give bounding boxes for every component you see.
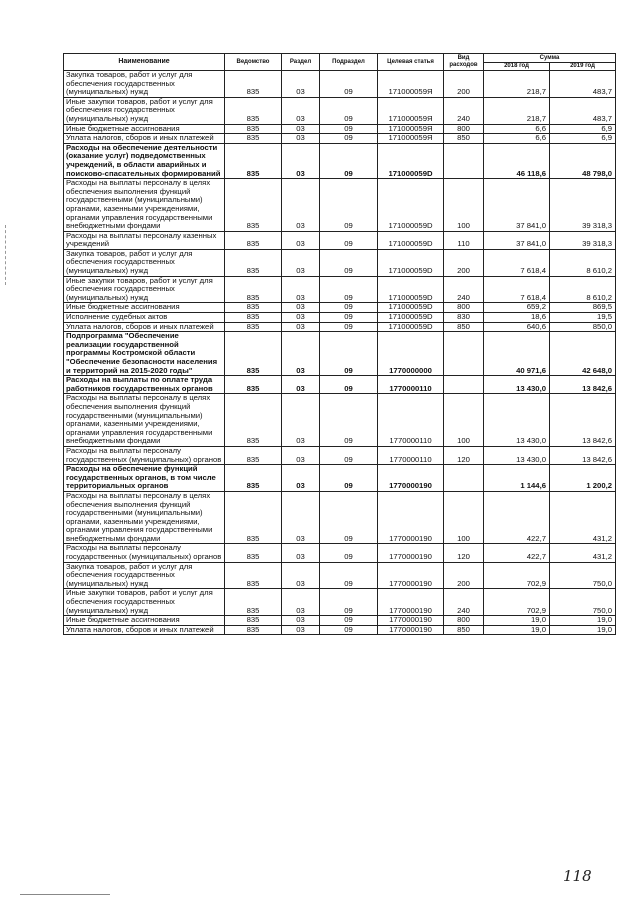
row-target-item-cell: 1770000190 <box>378 616 444 626</box>
row-target-item-cell: 1770000190 <box>378 589 444 616</box>
row-expense-type-cell: 120 <box>444 544 484 562</box>
row-department-cell: 835 <box>225 332 282 376</box>
row-target-item-cell: 171000059D <box>378 249 444 276</box>
row-amount-2018-cell: 19,0 <box>484 625 550 635</box>
row-department-cell: 835 <box>225 71 282 98</box>
row-amount-2019-cell: 19,0 <box>550 616 616 626</box>
row-section-cell: 03 <box>282 562 320 589</box>
row-section-cell: 03 <box>282 589 320 616</box>
table-row <box>64 249 616 276</box>
row-amount-2019-cell: 1 200,2 <box>550 465 616 492</box>
row-expense-type-cell: 100 <box>444 491 484 544</box>
row-name-cell: Иные бюджетные ассигнования <box>64 616 225 626</box>
row-amount-2018-cell: 7 618,4 <box>484 276 550 303</box>
header-section: Раздел <box>282 54 320 71</box>
table-row <box>64 394 616 447</box>
row-target-item-cell: 171000059D <box>378 143 444 178</box>
row-name-cell: Уплата налогов, сборов и иных платежей <box>64 625 225 635</box>
row-subsection-cell: 09 <box>320 394 378 447</box>
row-expense-type-cell <box>444 143 484 178</box>
row-subsection-cell: 09 <box>320 179 378 232</box>
row-name-cell: Закупка товаров, работ и услуг для обеспечения государственных (муниципальных) нужд <box>64 562 225 589</box>
row-amount-2018-cell: 46 118,6 <box>484 143 550 178</box>
row-subsection-cell: 09 <box>320 616 378 626</box>
header-target-item: Целевая статья <box>378 54 444 71</box>
row-subsection-cell: 09 <box>320 313 378 323</box>
row-amount-2018-cell: 6,6 <box>484 134 550 144</box>
row-department-cell: 835 <box>225 134 282 144</box>
row-section-cell: 03 <box>282 71 320 98</box>
row-subsection-cell: 09 <box>320 376 378 394</box>
row-target-item-cell: 1770000190 <box>378 562 444 589</box>
row-name-cell: Иные бюджетные ассигнования <box>64 124 225 134</box>
row-subsection-cell: 09 <box>320 303 378 313</box>
header-year-2019: 2019 год <box>550 63 616 71</box>
row-department-cell: 835 <box>225 124 282 134</box>
table-row <box>64 589 616 616</box>
table-body <box>64 71 616 635</box>
row-department-cell: 835 <box>225 143 282 178</box>
row-amount-2019-cell: 6,9 <box>550 124 616 134</box>
table-row <box>64 276 616 303</box>
row-amount-2019-cell: 483,7 <box>550 97 616 124</box>
row-amount-2018-cell: 422,7 <box>484 544 550 562</box>
table-row <box>64 616 616 626</box>
row-section-cell: 03 <box>282 303 320 313</box>
row-target-item-cell: 171000059D <box>378 303 444 313</box>
row-name-cell: Расходы на выплаты персоналу государственных (муниципальных) органов <box>64 544 225 562</box>
row-name-cell: Иные закупки товаров, работ и услуг для обеспечения государственных (муниципальных) нужд <box>64 97 225 124</box>
table-row <box>64 134 616 144</box>
row-target-item-cell: 171000059D <box>378 313 444 323</box>
row-section-cell: 03 <box>282 544 320 562</box>
row-name-cell: Расходы на обеспечение функций государственных органов, в том числе территориальных органов <box>64 465 225 492</box>
row-amount-2019-cell: 19,0 <box>550 625 616 635</box>
row-section-cell: 03 <box>282 249 320 276</box>
row-department-cell: 835 <box>225 544 282 562</box>
row-subsection-cell: 09 <box>320 231 378 249</box>
row-subsection-cell: 09 <box>320 562 378 589</box>
header-year-2018: 2018 год <box>484 63 550 71</box>
row-expense-type-cell <box>444 376 484 394</box>
row-section-cell: 03 <box>282 313 320 323</box>
row-name-cell: Исполнение судебных актов <box>64 313 225 323</box>
row-amount-2019-cell: 13 842,6 <box>550 394 616 447</box>
row-amount-2019-cell: 431,2 <box>550 491 616 544</box>
row-name-cell: Уплата налогов, сборов и иных платежей <box>64 134 225 144</box>
budget-table <box>63 53 616 635</box>
table-row <box>64 179 616 232</box>
row-subsection-cell: 09 <box>320 544 378 562</box>
row-subsection-cell: 09 <box>320 625 378 635</box>
row-name-cell: Закупка товаров, работ и услуг для обеспечения государственных (муниципальных) нужд <box>64 71 225 98</box>
row-amount-2018-cell: 19,0 <box>484 616 550 626</box>
row-expense-type-cell: 850 <box>444 134 484 144</box>
row-amount-2018-cell: 640,6 <box>484 322 550 332</box>
row-section-cell: 03 <box>282 143 320 178</box>
row-department-cell: 835 <box>225 249 282 276</box>
row-section-cell: 03 <box>282 491 320 544</box>
row-target-item-cell: 171000059Я <box>378 124 444 134</box>
row-section-cell: 03 <box>282 124 320 134</box>
row-target-item-cell: 171000059Я <box>378 134 444 144</box>
row-department-cell: 835 <box>225 303 282 313</box>
row-amount-2018-cell: 702,9 <box>484 562 550 589</box>
table-row <box>64 97 616 124</box>
row-expense-type-cell: 240 <box>444 589 484 616</box>
row-name-cell: Уплата налогов, сборов и иных платежей <box>64 322 225 332</box>
row-section-cell: 03 <box>282 322 320 332</box>
row-amount-2019-cell: 39 318,3 <box>550 231 616 249</box>
row-amount-2019-cell: 431,2 <box>550 544 616 562</box>
row-expense-type-cell: 800 <box>444 616 484 626</box>
row-amount-2019-cell: 13 842,6 <box>550 376 616 394</box>
row-target-item-cell: 1770000190 <box>378 625 444 635</box>
row-target-item-cell: 1770000190 <box>378 465 444 492</box>
row-subsection-cell: 09 <box>320 465 378 492</box>
row-subsection-cell: 09 <box>320 491 378 544</box>
row-name-cell: Иные закупки товаров, работ и услуг для обеспечения государственных (муниципальных) нужд <box>64 276 225 303</box>
row-amount-2019-cell: 8 610,2 <box>550 249 616 276</box>
row-expense-type-cell: 850 <box>444 322 484 332</box>
table-row <box>64 376 616 394</box>
row-amount-2019-cell: 39 318,3 <box>550 179 616 232</box>
row-section-cell: 03 <box>282 231 320 249</box>
row-expense-type-cell: 240 <box>444 97 484 124</box>
row-department-cell: 835 <box>225 179 282 232</box>
row-department-cell: 835 <box>225 231 282 249</box>
row-target-item-cell: 1770000190 <box>378 491 444 544</box>
table-row <box>64 303 616 313</box>
row-amount-2018-cell: 13 430,0 <box>484 394 550 447</box>
row-department-cell: 835 <box>225 625 282 635</box>
row-department-cell: 835 <box>225 322 282 332</box>
row-section-cell: 03 <box>282 97 320 124</box>
row-expense-type-cell <box>444 465 484 492</box>
row-department-cell: 835 <box>225 562 282 589</box>
row-subsection-cell: 09 <box>320 276 378 303</box>
row-target-item-cell: 1770000110 <box>378 376 444 394</box>
row-name-cell: Расходы на выплаты персоналу в целях обеспечения выполнения функций государственными (муниципальными) органами, казенными учреждениями, органами управления государственными внебюджетными фондами <box>64 394 225 447</box>
row-department-cell: 835 <box>225 376 282 394</box>
row-section-cell: 03 <box>282 332 320 376</box>
row-section-cell: 03 <box>282 394 320 447</box>
row-amount-2018-cell: 218,7 <box>484 97 550 124</box>
header-subsection: Подраздел <box>320 54 378 71</box>
row-target-item-cell: 1770000110 <box>378 394 444 447</box>
table-row <box>64 491 616 544</box>
row-amount-2018-cell: 7 618,4 <box>484 249 550 276</box>
table-row <box>64 465 616 492</box>
row-amount-2018-cell: 37 841,0 <box>484 179 550 232</box>
row-target-item-cell: 171000059Я <box>378 71 444 98</box>
row-subsection-cell: 09 <box>320 143 378 178</box>
row-target-item-cell: 171000059D <box>378 231 444 249</box>
row-subsection-cell: 09 <box>320 589 378 616</box>
row-department-cell: 835 <box>225 616 282 626</box>
row-expense-type-cell <box>444 332 484 376</box>
row-amount-2018-cell: 37 841,0 <box>484 231 550 249</box>
row-amount-2019-cell: 8 610,2 <box>550 276 616 303</box>
row-name-cell: Расходы на выплаты персоналу в целях обеспечения выполнения функций государственными (муниципальными) органами, казенными учреждениями, органами управления государственными внебюджетными фондами <box>64 491 225 544</box>
row-expense-type-cell: 200 <box>444 71 484 98</box>
row-amount-2018-cell: 702,9 <box>484 589 550 616</box>
row-department-cell: 835 <box>225 446 282 464</box>
row-amount-2019-cell: 750,0 <box>550 589 616 616</box>
row-name-cell: Иные бюджетные ассигнования <box>64 303 225 313</box>
row-name-cell: Расходы на выплаты по оплате труда работников государственных органов <box>64 376 225 394</box>
row-department-cell: 835 <box>225 97 282 124</box>
table-row <box>64 124 616 134</box>
table-row <box>64 625 616 635</box>
row-subsection-cell: 09 <box>320 71 378 98</box>
row-amount-2018-cell: 40 971,6 <box>484 332 550 376</box>
row-subsection-cell: 09 <box>320 134 378 144</box>
row-subsection-cell: 09 <box>320 249 378 276</box>
row-expense-type-cell: 850 <box>444 625 484 635</box>
row-department-cell: 835 <box>225 589 282 616</box>
row-section-cell: 03 <box>282 446 320 464</box>
row-amount-2019-cell: 850,0 <box>550 322 616 332</box>
footer-rule <box>20 894 110 895</box>
table-row <box>64 322 616 332</box>
row-amount-2019-cell: 483,7 <box>550 71 616 98</box>
table-row <box>64 231 616 249</box>
row-expense-type-cell: 800 <box>444 303 484 313</box>
row-section-cell: 03 <box>282 465 320 492</box>
row-section-cell: 03 <box>282 376 320 394</box>
row-target-item-cell: 171000059D <box>378 322 444 332</box>
row-target-item-cell: 1770000110 <box>378 446 444 464</box>
row-expense-type-cell: 240 <box>444 276 484 303</box>
row-section-cell: 03 <box>282 179 320 232</box>
row-subsection-cell: 09 <box>320 322 378 332</box>
row-department-cell: 835 <box>225 276 282 303</box>
row-subsection-cell: 09 <box>320 97 378 124</box>
row-department-cell: 835 <box>225 313 282 323</box>
row-amount-2019-cell: 869,5 <box>550 303 616 313</box>
row-target-item-cell: 1770000000 <box>378 332 444 376</box>
row-name-cell: Расходы на выплаты персоналу в целях обеспечения выполнения функций государственными (муниципальными) органами, казенными учреждениями, органами управления государственными внебюджетными фондами <box>64 179 225 232</box>
row-target-item-cell: 171000059D <box>378 276 444 303</box>
row-name-cell: Расходы на выплаты персоналу государственных (муниципальных) органов <box>64 446 225 464</box>
row-amount-2019-cell: 6,9 <box>550 134 616 144</box>
row-expense-type-cell: 830 <box>444 313 484 323</box>
row-amount-2018-cell: 659,2 <box>484 303 550 313</box>
row-amount-2019-cell: 48 798,0 <box>550 143 616 178</box>
header-sum: Сумма <box>484 54 616 63</box>
row-target-item-cell: 171000059D <box>378 179 444 232</box>
table-row <box>64 562 616 589</box>
row-name-cell: Закупка товаров, работ и услуг для обеспечения государственных (муниципальных) нужд <box>64 249 225 276</box>
row-expense-type-cell: 800 <box>444 124 484 134</box>
row-section-cell: 03 <box>282 616 320 626</box>
table-row <box>64 143 616 178</box>
table-row <box>64 332 616 376</box>
row-name-cell: Расходы на обеспечение деятельности (оказание услуг) подведомственных учреждений, в области аварийных и поисково-спасательных формирований <box>64 143 225 178</box>
row-amount-2019-cell: 42 648,0 <box>550 332 616 376</box>
row-subsection-cell: 09 <box>320 332 378 376</box>
row-amount-2018-cell: 218,7 <box>484 71 550 98</box>
table-row <box>64 446 616 464</box>
header-department: Ведомство <box>225 54 282 71</box>
row-amount-2018-cell: 18,6 <box>484 313 550 323</box>
row-expense-type-cell: 100 <box>444 179 484 232</box>
row-amount-2018-cell: 13 430,0 <box>484 376 550 394</box>
row-section-cell: 03 <box>282 276 320 303</box>
row-amount-2018-cell: 1 144,6 <box>484 465 550 492</box>
row-section-cell: 03 <box>282 625 320 635</box>
row-expense-type-cell: 200 <box>444 249 484 276</box>
row-expense-type-cell: 100 <box>444 394 484 447</box>
row-expense-type-cell: 200 <box>444 562 484 589</box>
row-expense-type-cell: 120 <box>444 446 484 464</box>
row-target-item-cell: 171000059Я <box>378 97 444 124</box>
row-amount-2019-cell: 750,0 <box>550 562 616 589</box>
row-amount-2018-cell: 422,7 <box>484 491 550 544</box>
row-name-cell: Подпрограмма "Обеспечение реализации государственной программы Костромской области "Обеспечение безопасности населения и территорий на 2015-2020 годы" <box>64 332 225 376</box>
row-amount-2018-cell: 13 430,0 <box>484 446 550 464</box>
row-expense-type-cell: 110 <box>444 231 484 249</box>
row-department-cell: 835 <box>225 465 282 492</box>
row-subsection-cell: 09 <box>320 124 378 134</box>
table-row <box>64 313 616 323</box>
row-amount-2019-cell: 19,5 <box>550 313 616 323</box>
row-name-cell: Расходы на выплаты персоналу казенных учреждений <box>64 231 225 249</box>
table-row <box>64 544 616 562</box>
margin-mark <box>5 225 7 285</box>
row-name-cell: Иные закупки товаров, работ и услуг для обеспечения государственных (муниципальных) нужд <box>64 589 225 616</box>
table-row <box>64 71 616 98</box>
row-section-cell: 03 <box>282 134 320 144</box>
row-subsection-cell: 09 <box>320 446 378 464</box>
row-amount-2018-cell: 6,6 <box>484 124 550 134</box>
row-department-cell: 835 <box>225 394 282 447</box>
row-amount-2019-cell: 13 842,6 <box>550 446 616 464</box>
page-number: 118 <box>563 867 592 885</box>
row-target-item-cell: 1770000190 <box>378 544 444 562</box>
row-department-cell: 835 <box>225 491 282 544</box>
header-name: Наименование <box>64 54 225 71</box>
header-expense-type: Вид расходов <box>444 54 484 71</box>
